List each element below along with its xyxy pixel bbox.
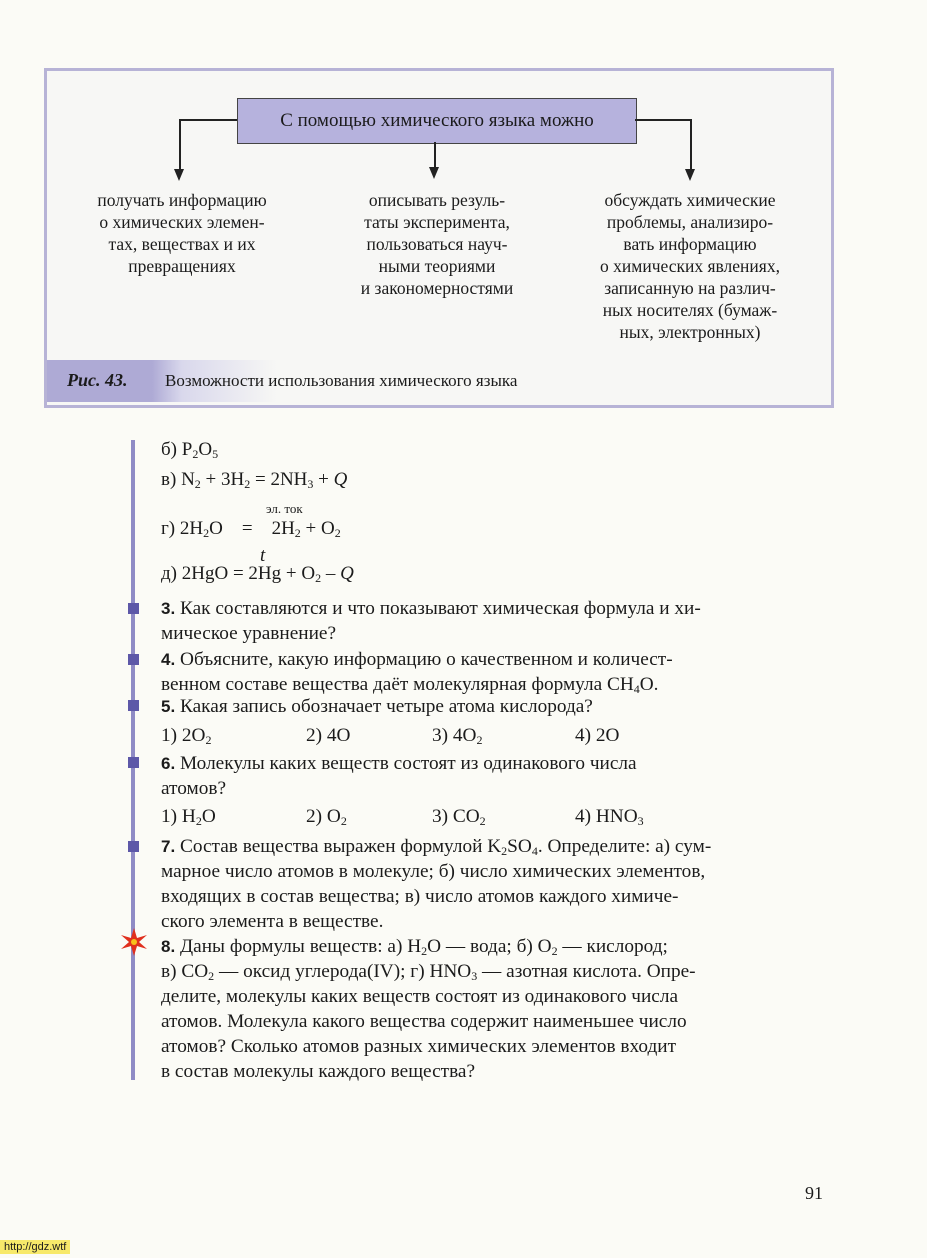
question-8-line-2: в) $CO_2$ — оксид углерода(IV); г) $HNO_3$ — азотная кислота. Опре- <box>161 961 696 983</box>
arrow-right <box>685 169 695 181</box>
arrow-left <box>174 169 184 181</box>
question-7-line-3: входящих в состав вещества; в) число атомов каждого химиче- <box>161 886 679 907</box>
page-number: 91 <box>805 1183 823 1203</box>
question-7-line-1: 7. Состав вещества выражен формулой $K_2SO_4$. Определите: а) сум- <box>161 836 712 858</box>
figure-43 <box>44 68 834 408</box>
connector-left-v <box>179 119 181 171</box>
question-5-option-4: 4) 2O <box>575 725 620 746</box>
question-4-line-1: 4. Объясните, какую информацию о качественном и количест- <box>161 649 673 670</box>
reaction-d: д) $2HgO = 2Hg + O_2 - Q$ <box>161 563 354 585</box>
condition-electric-current: эл. ток <box>266 501 303 516</box>
question-6-option-2: 2) $O_2$ <box>306 806 347 828</box>
question-6-option-1: 1) $H_2O$ <box>161 806 216 828</box>
question-8-line-1: 8. Даны формулы веществ: а) $H_2O$ — вода; б) $O_2$ — кислород; <box>161 936 668 958</box>
question-6-option-3: 3) $CO_2$ <box>432 806 486 828</box>
question-6-line-2: атомов? <box>161 778 227 799</box>
condition-heat: t <box>260 545 266 566</box>
question-6-line-1: 6. Молекулы каких веществ состоят из одинакового числа <box>161 753 637 774</box>
question-8-line-5: атомов? Сколько атомов разных химических элементов входит <box>161 1036 677 1057</box>
diagram-branch-center: описывать резуль- таты эксперимента, пользоваться науч- ными теориями и закономерностями <box>360 190 514 298</box>
reaction-g: г) $2H_2O$ = $2H_2 + O_2$ <box>161 518 341 540</box>
question-6-option-4: 4) $HNO_3$ <box>575 806 644 828</box>
figure-caption-label: Рис. 43. <box>67 370 128 390</box>
connector-center-v <box>434 142 436 169</box>
question-5-option-2: 2) 4O <box>306 725 351 746</box>
question-7-line-2: марное число атомов в молекуле; б) число химических элементов, <box>161 861 706 882</box>
arrow-center <box>429 167 439 179</box>
reaction-b: б) $P_2O_5$ <box>161 439 219 461</box>
bullet-q6 <box>128 757 139 768</box>
question-3-line-1: 3. Как составляются и что показывают химическая формула и хи- <box>161 598 701 619</box>
connector-left-h <box>179 119 237 121</box>
reaction-v: в) $N_2 + 3H_2 = 2NH_3 + Q$ <box>161 469 348 491</box>
diagram-branch-left: получать информацию о химических элемен- тах, веществах и их превращениях <box>97 190 267 276</box>
question-8-line-3: делите, молекулы каких веществ состоят из одинакового числа <box>161 986 679 1007</box>
figure-caption-bar <box>47 360 831 402</box>
question-3-line-2: мическое уравнение? <box>161 623 337 644</box>
diagram-branch-right: обсуждать химические проблемы, анализиро- вать информацию о химических явлениях, записанную на различ- ных носителях (бумаж- ных, электронных) <box>600 190 780 342</box>
diagram-title-box: С помощью химического языка можно <box>237 98 637 144</box>
connector-right-v <box>690 119 692 171</box>
figure-caption-text: Возможности использования химического языка <box>165 371 518 390</box>
bullet-q3 <box>128 603 139 614</box>
question-4-line-2: венном составе вещества даёт молекулярная формула $CH_4O$. <box>161 674 659 696</box>
star-icon <box>119 927 149 957</box>
bullet-q7 <box>128 841 139 852</box>
source-link[interactable]: http://gdz.wtf <box>0 1240 70 1254</box>
question-8-line-4: атомов. Молекула какого вещества содержит наименьшее число <box>161 1011 687 1032</box>
question-5-option-3: 3) $4O_2$ <box>432 725 483 747</box>
question-8-line-6: в состав молекулы каждого вещества? <box>161 1061 476 1082</box>
connector-right-h <box>635 119 691 121</box>
bullet-q5 <box>128 700 139 711</box>
question-7-line-4: ского элемента в веществе. <box>161 911 384 932</box>
bullet-q4 <box>128 654 139 665</box>
question-5-line-1: 5. Какая запись обозначает четыре атома кислорода? <box>161 696 593 717</box>
question-5-option-1: 1) $2O_2$ <box>161 725 212 747</box>
